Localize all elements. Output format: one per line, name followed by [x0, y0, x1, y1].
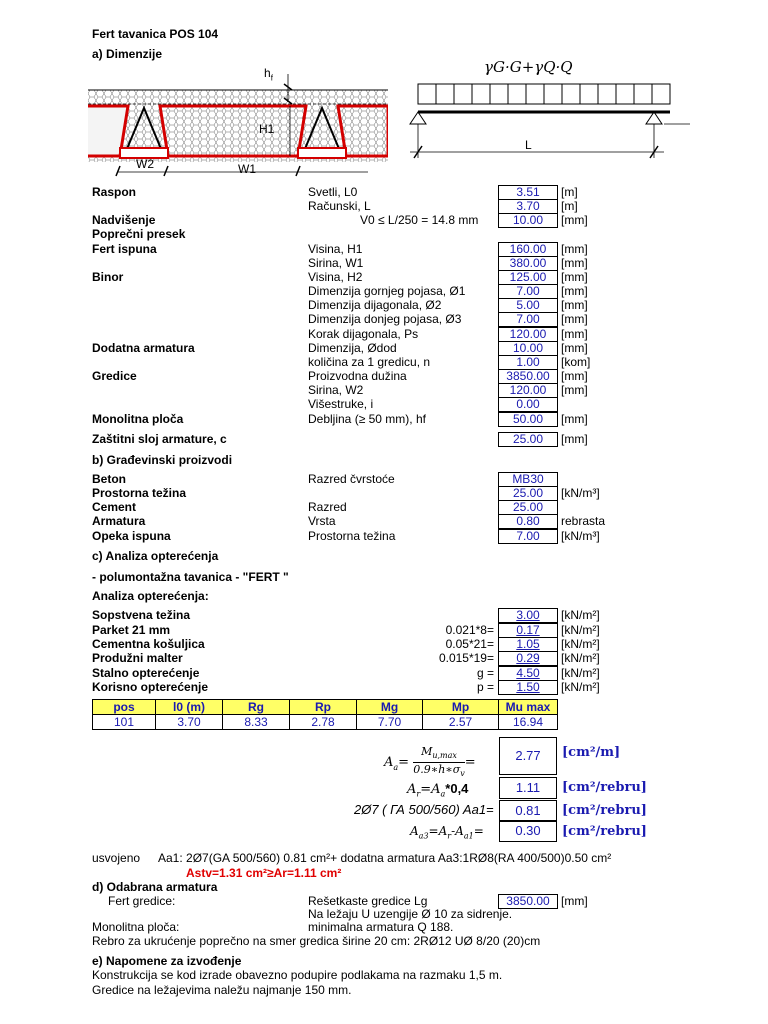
- load-label: Cementna košuljica: [92, 637, 205, 651]
- dim-unit: [kom]: [561, 355, 591, 369]
- dim-group: Gredice: [92, 369, 137, 383]
- dim-unit: [mm]: [561, 369, 588, 383]
- formula-aa: $A_a=$ $M_{u,max}$ $0.9∗h∗\sigma_v$ =: [384, 745, 476, 779]
- table-header: Mg: [356, 699, 423, 715]
- load-value[interactable]: 3.00: [498, 608, 558, 623]
- dim-value[interactable]: 125.00: [498, 270, 558, 285]
- formula-ar: $A_r=A_a*0,4$: [407, 781, 469, 799]
- dim-label: V0 ≤ L/250 = 14.8 mm: [360, 213, 479, 227]
- dim-value[interactable]: 7.00: [498, 312, 558, 327]
- dim-label: Sirina, W2: [308, 383, 364, 397]
- dim-group: Raspon: [92, 185, 137, 199]
- load-formula: 0.021*8=: [445, 623, 494, 637]
- product-name: Opeka ispuna: [92, 529, 171, 543]
- section-e-heading: e) Napomene za izvođenje: [92, 954, 242, 968]
- dim-label: Proizvodna dužina: [308, 369, 407, 383]
- dim-label: Računski, L: [308, 199, 371, 213]
- table-header: Rp: [289, 699, 357, 715]
- ar-unit: [cm²/rebru]: [562, 780, 647, 795]
- load-unit: [kN/m²]: [561, 680, 600, 694]
- ar-value[interactable]: 1.11: [499, 777, 557, 799]
- label-h1: H1: [259, 122, 275, 136]
- dim-value[interactable]: 3.51: [498, 185, 558, 200]
- dim-value[interactable]: 3850.00: [498, 369, 558, 384]
- loads-intro: - polumontažna tavanica - "FERT ": [92, 570, 289, 584]
- load-label: Parket 21 mm: [92, 623, 171, 637]
- dim-unit: [mm]: [561, 242, 588, 256]
- dim-value[interactable]: 3.70: [498, 199, 558, 214]
- dim-unit: [mm]: [561, 383, 588, 397]
- table-cell: 2.57: [422, 714, 499, 730]
- dim-unit: [m]: [561, 199, 578, 213]
- dim-group: Monolitna ploča: [92, 412, 184, 426]
- dim-group: Fert ispuna: [92, 242, 157, 256]
- dim-value[interactable]: 1.00: [498, 355, 558, 370]
- a3-value[interactable]: 0.30: [499, 820, 557, 842]
- dim-group: Poprečni presek: [92, 227, 186, 241]
- mono-text: minimalna armatura Q 188.: [308, 920, 454, 934]
- product-value[interactable]: 25.00: [498, 500, 558, 515]
- load-value[interactable]: 4.50: [498, 666, 558, 681]
- table-header: pos: [92, 699, 156, 715]
- dim-unit: [m]: [561, 185, 578, 199]
- fert-text: Rešetkaste gredice Lg: [308, 894, 428, 908]
- table-header: Mu max: [498, 699, 558, 715]
- beam-scheme-drawing: [400, 78, 700, 168]
- aa-value[interactable]: 2.77: [499, 737, 557, 775]
- table-header: Rg: [222, 699, 290, 715]
- dim-unit: [mm]: [561, 412, 588, 426]
- dim-unit: [mm]: [561, 256, 588, 270]
- dim-value[interactable]: 120.00: [498, 327, 558, 342]
- note-2: Gredice na ležajevima naležu najmanje 150 mm.: [92, 983, 352, 997]
- dim-value[interactable]: 0.00: [498, 397, 558, 412]
- label-w2: W2: [136, 157, 154, 171]
- dim-label: Dimenzija, Ødod: [308, 341, 397, 355]
- loads-title: Analiza opterećenja:: [92, 589, 209, 603]
- product-name: Prostorna težina: [92, 486, 187, 500]
- dim-label: Višestruke, i: [308, 397, 374, 411]
- product-name: Armatura: [92, 514, 146, 528]
- note-1: Konstrukcija se kod izrade obavezno podupire podlakama na razmaku 1,5 m.: [92, 968, 503, 982]
- label-hf: $h_f$: [264, 66, 273, 83]
- usvojeno-label: usvojeno: [92, 851, 141, 865]
- dim-unit: [mm]: [561, 327, 588, 341]
- table-header: l0 (m): [155, 699, 223, 715]
- fert-value[interactable]: 3850.00: [498, 894, 558, 909]
- load-formula: p =: [476, 680, 494, 694]
- load-unit: [kN/m²]: [561, 623, 600, 637]
- dim-group: Binor: [92, 270, 124, 284]
- a1-value[interactable]: 0.81: [499, 800, 557, 822]
- load-unit: [kN/m²]: [561, 637, 600, 651]
- dim-unit: [mm]: [561, 284, 588, 298]
- fert-label: Fert gredice:: [108, 894, 176, 908]
- page-title: Fert tavanica POS 104: [92, 27, 219, 41]
- section-c-heading: c) Analiza opterećenja: [92, 549, 219, 563]
- table-cell: 2.78: [289, 714, 357, 730]
- product-unit: [kN/m³]: [561, 486, 600, 500]
- cover-label: Zaštitni sloj armature, c: [92, 432, 227, 446]
- dim-label: Dimenzija dijagonala, Ø2: [308, 298, 442, 312]
- section-b-heading: b) Građevinski proizvodi: [92, 453, 233, 467]
- load-label: Korisno opterećenje: [92, 680, 209, 694]
- formula-a1: 2Ø7 ( ГА 500/560) Aa1=: [354, 802, 494, 817]
- dim-label: Svetli, L0: [308, 185, 358, 199]
- label-l: L: [525, 138, 532, 152]
- load-value[interactable]: 1.05: [498, 637, 558, 652]
- table-cell: 3.70: [155, 714, 223, 730]
- mono-label: Monolitna ploča:: [92, 920, 180, 934]
- table-cell: 8.33: [222, 714, 290, 730]
- load-formula: 0.05*21=: [445, 637, 494, 651]
- fert-unit: [mm]: [561, 894, 588, 908]
- load-unit: [kN/m²]: [561, 666, 600, 680]
- dim-value[interactable]: 380.00: [498, 256, 558, 271]
- section-d-heading: d) Odabrana armatura: [92, 880, 218, 894]
- product-value[interactable]: 25.00: [498, 486, 558, 501]
- dim-value[interactable]: 50.00: [498, 412, 558, 427]
- dim-value[interactable]: 120.00: [498, 383, 558, 398]
- dim-label: količina za 1 gredicu, n: [308, 355, 431, 369]
- load-label: Stalno opterećenje: [92, 666, 200, 680]
- dim-unit: [mm]: [561, 341, 588, 355]
- product-value[interactable]: MB30: [498, 472, 558, 487]
- usvojeno-text: Aa1: 2Ø7(GA 500/560) 0.81 cm²+ dodatna armatura Aa3:1RØ8(RA 400/500)0.50 cm²: [158, 851, 612, 865]
- dim-value[interactable]: 10.00: [498, 341, 558, 356]
- product-label: Razred: [308, 500, 347, 514]
- load-formula: 0.015*19=: [438, 651, 494, 665]
- dim-value[interactable]: 7.00: [498, 284, 558, 299]
- dim-value[interactable]: 5.00: [498, 298, 558, 313]
- product-label: Razred čvrstoće: [308, 472, 395, 486]
- load-unit: [kN/m²]: [561, 651, 600, 665]
- dim-label: Korak dijagonala, Ps: [308, 327, 419, 341]
- usvojeno-check: Astv=1.31 cm²≥Ar=1.11 cm²: [186, 866, 342, 880]
- dim-label: Dimenzija gornjeg pojasa, Ø1: [308, 284, 466, 298]
- load-value[interactable]: 0.29: [498, 651, 558, 666]
- dim-unit: [mm]: [561, 270, 588, 284]
- dim-value[interactable]: 10.00: [498, 213, 558, 228]
- load-formula: g =: [476, 666, 494, 680]
- product-name: Cement: [92, 500, 137, 514]
- a1-unit: [cm²/rebru]: [562, 803, 647, 818]
- a3-unit: [cm²/rebru]: [562, 824, 647, 839]
- table-header: Mp: [422, 699, 499, 715]
- dim-unit: [mm]: [561, 298, 588, 312]
- rebro-text: Rebro za ukrućenje poprečno na smer gredica širine 20 cm: 2RØ12 UØ 8/20 (20)cm: [92, 934, 541, 948]
- dim-group: Nadvišenje: [92, 213, 156, 227]
- load-value[interactable]: 0.17: [498, 623, 558, 638]
- dim-label: Sirina, W1: [308, 256, 364, 270]
- load-value[interactable]: 1.50: [498, 680, 558, 695]
- dim-label: Visina, H2: [308, 270, 363, 284]
- load-label: Sopstvena težina: [92, 608, 191, 622]
- dim-unit: [mm]: [561, 213, 588, 227]
- cover-value[interactable]: 25.00: [498, 432, 558, 447]
- product-value[interactable]: 7.00: [498, 529, 558, 544]
- section-a-heading: a) Dimenzije: [92, 47, 163, 61]
- formula-a3: $A_{a3}=A_r-A_{a1}=$: [410, 824, 484, 841]
- dim-label: Dimenzija donjeg pojasa, Ø3: [308, 312, 462, 326]
- dim-label: Visina, H1: [308, 242, 363, 256]
- table-cell: 16.94: [498, 714, 558, 730]
- fert-line2: Na ležaju U uzengije Ø 10 za sidrenje.: [308, 907, 513, 921]
- dim-unit: [mm]: [561, 312, 588, 326]
- dim-group: Dodatna armatura: [92, 341, 195, 355]
- product-unit: rebrasta: [561, 514, 606, 528]
- dim-label: Debljina (≥ 50 mm), hf: [308, 412, 426, 426]
- product-label: Prostorna težina: [308, 529, 396, 543]
- load-unit: [kN/m²]: [561, 608, 600, 622]
- product-name: Beton: [92, 472, 126, 486]
- table-cell: 7.70: [356, 714, 423, 730]
- load-formula: γG·G+γQ·Q: [484, 58, 573, 76]
- dim-value[interactable]: 160.00: [498, 242, 558, 257]
- product-value[interactable]: 0.80: [498, 514, 558, 529]
- label-w1: W1: [238, 162, 256, 176]
- table-cell: 101: [92, 714, 156, 730]
- aa-unit: [cm²/m]: [562, 745, 621, 760]
- load-label: Produžni malter: [92, 651, 183, 665]
- product-unit: [kN/m³]: [561, 529, 600, 543]
- product-label: Vrsta: [308, 514, 336, 528]
- cover-unit: [mm]: [561, 432, 588, 446]
